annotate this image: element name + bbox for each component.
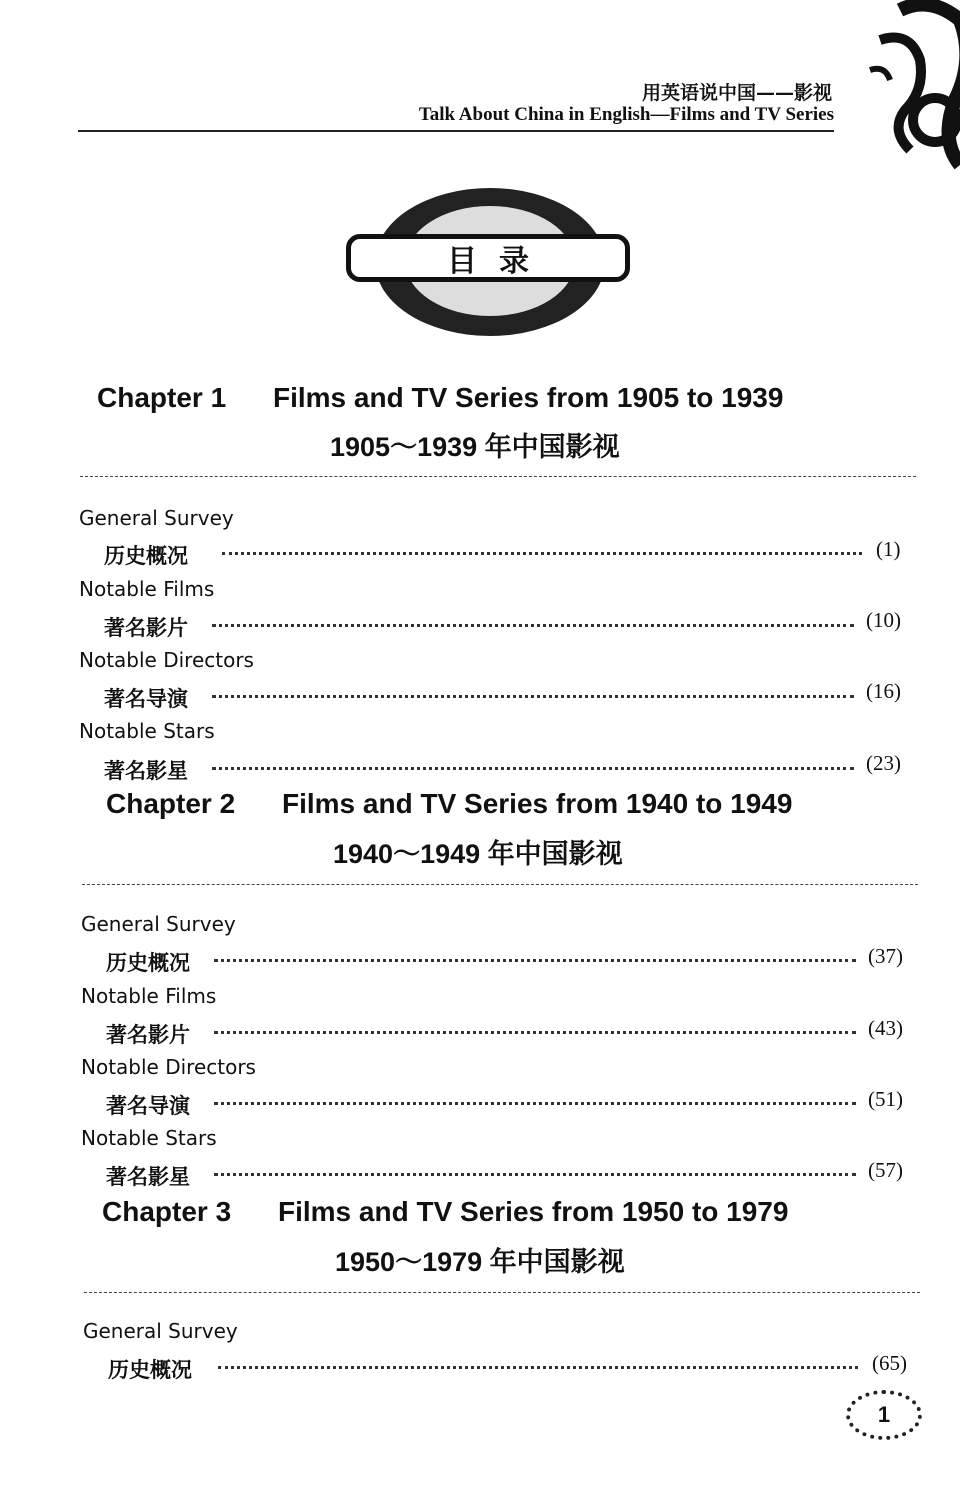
section-en: Notable Films	[79, 577, 215, 601]
section-en: Notable Directors	[79, 648, 254, 672]
leader-dots	[212, 767, 854, 770]
running-header-chinese: 用英语说中国——影视	[641, 82, 832, 104]
page-ref: (43)	[868, 1016, 903, 1040]
toc-entry-link[interactable]: 著名影星	[106, 1165, 190, 1189]
section-en: General Survey	[79, 506, 234, 530]
leader-dots	[222, 552, 862, 555]
page-ref: (23)	[866, 751, 901, 775]
section-en: General Survey	[83, 1319, 238, 1343]
chapter-title-cn: 1940～1949 年中国影视	[333, 839, 623, 869]
leader-dots	[214, 1031, 856, 1034]
chapter-divider	[84, 1292, 920, 1293]
section-en: General Survey	[81, 912, 236, 936]
leader-dots	[212, 695, 854, 698]
chapter-title-en: Films and TV Series from 1940 to 1949	[282, 788, 793, 819]
running-header-english: Talk About China in English—Films and TV Series	[418, 104, 834, 125]
toc-entry-link[interactable]: 著名导演	[104, 687, 188, 711]
chapter-divider	[80, 476, 916, 477]
chapter-divider	[82, 884, 918, 885]
chapter-title-cn: 1950～1979 年中国影视	[335, 1247, 625, 1277]
page-ref: (51)	[868, 1087, 903, 1111]
toc-entry-link[interactable]: 历史概况	[108, 1358, 192, 1382]
page-ref: (16)	[866, 679, 901, 703]
chapter-heading	[102, 1196, 788, 1228]
header-rule	[78, 130, 834, 132]
chapter-title-en: Films and TV Series from 1905 to 1939	[273, 382, 784, 413]
toc-entry-link[interactable]: 著名导演	[106, 1094, 190, 1118]
contents-title: 目录	[346, 234, 630, 282]
chapter-number: Chapter 2	[106, 788, 236, 819]
page-ref: (65)	[872, 1351, 907, 1375]
leader-dots	[214, 1102, 856, 1105]
chapter-heading	[97, 382, 783, 414]
chapter-number: Chapter 1	[97, 382, 227, 413]
page-ref: (1)	[876, 537, 901, 561]
page-ref: (57)	[868, 1158, 903, 1182]
toc-entry-link[interactable]: 著名影片	[104, 616, 188, 640]
leader-dots	[212, 624, 854, 627]
section-en: Notable Stars	[81, 1126, 217, 1150]
toc-entry-link[interactable]: 著名影星	[104, 759, 188, 783]
leader-dots	[214, 1173, 856, 1176]
dragon-ornament-icon	[860, 0, 960, 170]
chapter-title-en: Films and TV Series from 1950 to 1979	[278, 1196, 789, 1227]
toc-entry-link[interactable]: 历史概况	[104, 544, 188, 568]
contents-badge	[340, 188, 640, 336]
toc-entry-link[interactable]: 历史概况	[106, 951, 190, 975]
chapter-title-cn: 1905～1939 年中国影视	[330, 432, 620, 462]
leader-dots	[218, 1366, 858, 1369]
page-ref: (10)	[866, 608, 901, 632]
chapter-heading	[106, 788, 792, 820]
section-en: Notable Directors	[81, 1055, 256, 1079]
leader-dots	[214, 959, 856, 962]
chapter-number: Chapter 3	[102, 1196, 232, 1227]
page-ref: (37)	[868, 944, 903, 968]
toc-entry-link[interactable]: 著名影片	[106, 1023, 190, 1047]
section-en: Notable Films	[81, 984, 217, 1008]
section-en: Notable Stars	[79, 719, 215, 743]
page-number-badge: 1	[846, 1390, 922, 1440]
